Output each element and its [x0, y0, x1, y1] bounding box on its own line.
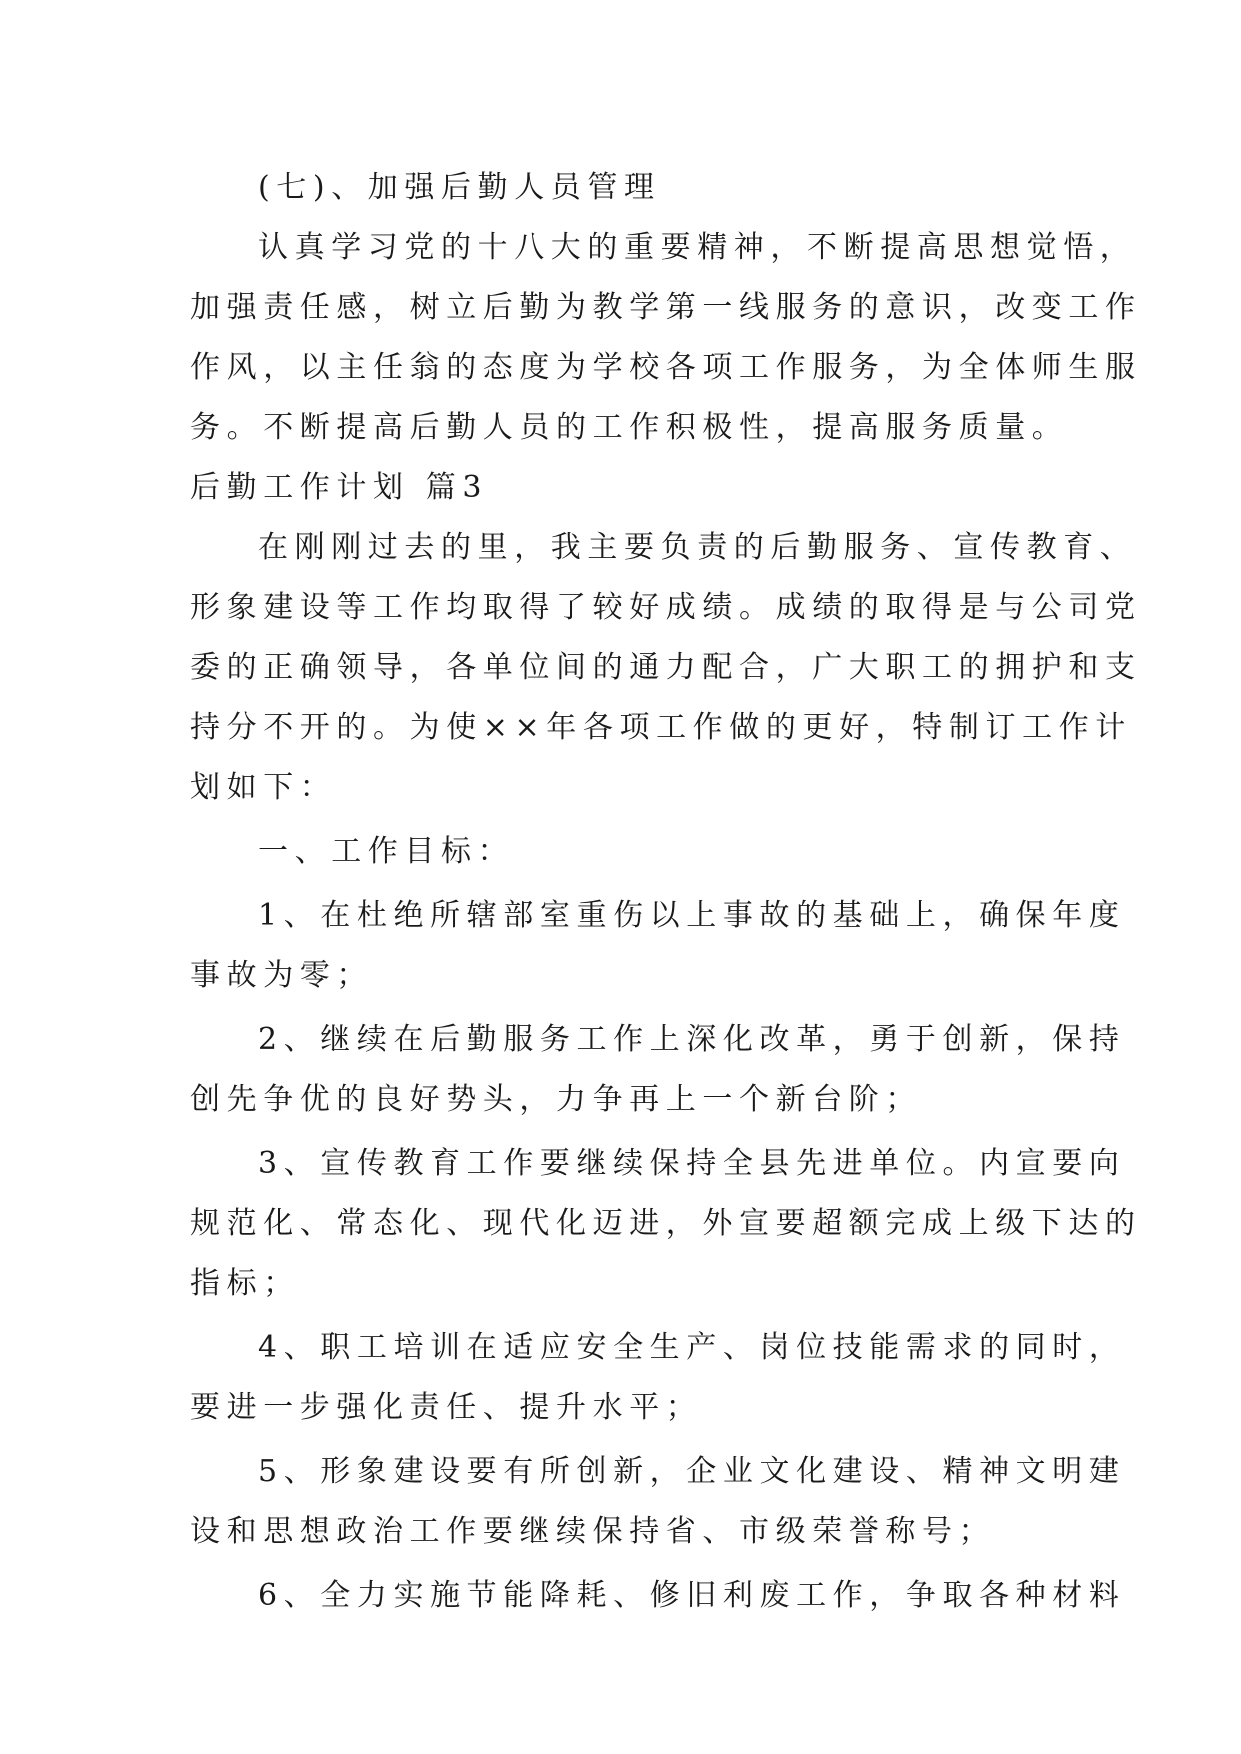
goal-item-line: 1、在杜绝所辖部室重伤以上事故的基础上，确保年度 — [258, 898, 1126, 933]
goal-item-line: 5、形象建设要有所创新，企业文化建设、精神文明建 — [258, 1454, 1126, 1489]
goal-item-line: 6、全力实施节能降耗、修旧利废工作，争取各种材料 — [258, 1578, 1126, 1613]
paragraph-line: 持分不开的。为使××年各项工作做的更好，特制订工作计 — [190, 710, 1132, 745]
paragraph-line: 认真学习党的十八大的重要精神，不断提高思想觉悟， — [258, 230, 1137, 265]
goal-item-line: 创先争优的良好势头，力争再上一个新台阶； — [190, 1082, 922, 1117]
paragraph-line: 形象建设等工作均取得了较好成绩。成绩的取得是与公司党 — [190, 590, 1142, 625]
goal-item-line: 2、继续在后勤服务工作上深化改革，勇于创新，保持 — [258, 1022, 1126, 1057]
goal-item-line: 3、宣传教育工作要继续保持全县先进单位。内宣要向 — [258, 1146, 1126, 1181]
goal-item-line: 设和思想政治工作要继续保持省、市级荣誉称号； — [190, 1514, 996, 1549]
paragraph-line: 作风，以主任翁的态度为学校各项工作服务，为全体师生服 — [190, 350, 1142, 385]
paragraph-line: 在刚刚过去的里，我主要负责的后勤服务、宣传教育、 — [258, 530, 1137, 565]
goal-item-line: 指标； — [190, 1266, 300, 1301]
goal-item-line: 事故为零； — [190, 958, 373, 993]
paragraph-line: 划如下： — [190, 770, 337, 805]
goal-item-line: 4、职工培训在适应安全生产、岗位技能需求的同时， — [258, 1330, 1126, 1365]
goal-item-line: 规范化、常态化、现代化迈进，外宣要超额完成上级下达的 — [190, 1206, 1142, 1241]
article-title: 后勤工作计划 篇3 — [190, 470, 489, 505]
paragraph-line: 务。不断提高后勤人员的工作积极性，提高服务质量。 — [190, 410, 1069, 445]
goal-item-line: 要进一步强化责任、提升水平； — [190, 1390, 703, 1425]
paragraph-line: 加强责任感，树立后勤为教学第一线服务的意识，改变工作 — [190, 290, 1142, 325]
section-heading: (七)、加强后勤人员管理 — [258, 170, 661, 205]
paragraph-line: 委的正确领导，各单位间的通力配合，广大职工的拥护和支 — [190, 650, 1142, 685]
document-body — [190, 158, 1142, 1626]
goals-heading: 一、工作目标： — [258, 834, 515, 869]
